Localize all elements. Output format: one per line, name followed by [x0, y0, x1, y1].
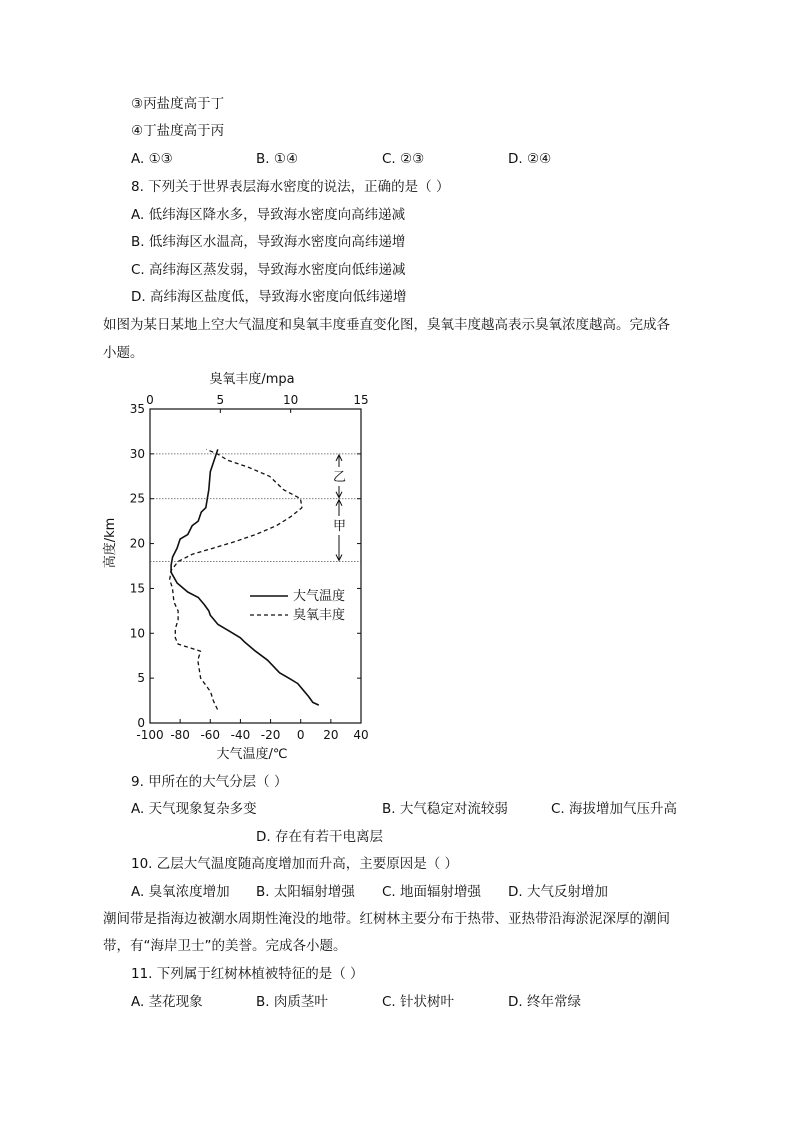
intro-paragraph-1-line-2: 小题。 — [103, 345, 144, 361]
bottom-tick-label: 40 — [353, 728, 369, 742]
q7-item-3: ③丙盐度高于丁 — [131, 96, 225, 112]
intro-paragraph-2-line-1: 潮间带是指海边被潮水周期性淹没的地带。红树林主要分布于热带、亚热带沿海淤泥深厚的潮间 — [103, 911, 670, 927]
bottom-tick-label: -60 — [200, 728, 221, 742]
q8-option-d: D. 高纬海区盐度低，导致海水密度向低纬递增 — [131, 289, 407, 305]
intro-paragraph-1-line-1: 如图为某日某地上空大气温度和臭氧丰度垂直变化图，臭氧丰度越高表示臭氧浓度越高。完成各 — [103, 317, 670, 333]
q10-option-b: B. 太阳辐射增强 — [256, 884, 355, 900]
q8-option-a: A. 低纬海区降水多，导致海水密度向高纬递减 — [131, 207, 406, 223]
q10-stem: 10. 乙层大气温度随高度增加而升高，主要原因是（ ） — [131, 856, 459, 872]
arrow-jia-head-down — [336, 555, 342, 561]
y-tick-label: 35 — [129, 402, 145, 416]
arrow-jia-head-up — [336, 500, 342, 506]
q10-option-c: C. 地面辐射增强 — [382, 884, 482, 900]
plot-frame — [150, 409, 361, 723]
layer-label-jia: 甲 — [333, 519, 347, 534]
bottom-tick-label: -40 — [230, 728, 251, 742]
ozone-curve — [170, 449, 302, 709]
top-tick-label: 0 — [146, 393, 154, 407]
bottom-tick-label: -100 — [136, 728, 164, 742]
q11-stem: 11. 下列属于红树林植被特征的是（ ） — [131, 966, 364, 982]
layer-label-yi: 乙 — [333, 470, 347, 485]
q7-option-b: B. ①④ — [256, 151, 299, 167]
q9-option-a: A. 天气现象复杂多变 — [131, 801, 257, 817]
y-axis-label: 高度/km — [103, 517, 118, 569]
q8-option-c: C. 高纬海区蒸发弱，导致海水密度向低纬递减 — [131, 262, 406, 278]
q11-option-c: C. 针状树叶 — [382, 994, 455, 1010]
y-tick-label: 30 — [129, 446, 145, 461]
bottom-axis-label: 大气温度/℃ — [216, 747, 288, 762]
top-tick-label: 5 — [216, 393, 225, 407]
top-tick-label: 10 — [283, 393, 299, 407]
y-tick-label: 0 — [137, 716, 145, 730]
q8-stem: 8. 下列关于世界表层海水密度的说法，正确的是（ ） — [131, 179, 450, 195]
y-tick-label: 5 — [137, 671, 145, 686]
q7-item-4: ④丁盐度高于丙 — [131, 123, 225, 139]
y-tick-label: 20 — [129, 536, 145, 551]
legend-ozone-label: 臭氧丰度 — [293, 608, 346, 623]
top-axis-label: 臭氧丰度/mpa — [209, 372, 295, 387]
q7-option-a: A. ①③ — [131, 151, 173, 167]
q7-option-d: D. ②④ — [508, 151, 552, 167]
q11-option-d: D. 终年常绿 — [508, 994, 581, 1010]
temperature-curve — [171, 449, 319, 705]
q11-option-a: A. 茎花现象 — [131, 994, 203, 1010]
q10-option-a: A. 臭氧浓度增加 — [131, 884, 230, 900]
q8-option-b: B. 低纬海区水温高，导致海水密度向高纬递增 — [131, 234, 406, 250]
bottom-tick-label: -20 — [260, 728, 281, 742]
y-tick-label: 25 — [129, 491, 145, 506]
q10-option-d: D. 大气反射增加 — [508, 884, 608, 900]
bottom-tick-label: -80 — [170, 728, 190, 742]
bottom-tick-label: 20 — [323, 728, 339, 742]
legend-temp-label: 大气温度 — [293, 589, 346, 604]
intro-paragraph-2-line-2: 带，有“海岸卫士”的美誉。完成各小题。 — [103, 938, 347, 954]
y-tick-label: 10 — [129, 626, 145, 641]
bottom-tick-label: 0 — [296, 728, 305, 742]
y-tick-label: 15 — [129, 581, 145, 596]
q9-option-b: B. 大气稳定对流较弱 — [382, 801, 508, 817]
top-tick-label: 15 — [353, 393, 369, 407]
q11-option-b: B. 肉质茎叶 — [256, 994, 328, 1010]
arrow-yi-head-down — [336, 492, 342, 498]
q9-option-c: C. 海拔增加气压升高 — [551, 801, 678, 817]
q9-stem: 9. 甲所在的大气分层（ ） — [131, 774, 288, 790]
q9-option-d: D. 存在有若干电离层 — [256, 829, 383, 845]
q7-option-c: C. ②③ — [382, 151, 425, 167]
arrow-yi-head-up — [336, 455, 342, 461]
